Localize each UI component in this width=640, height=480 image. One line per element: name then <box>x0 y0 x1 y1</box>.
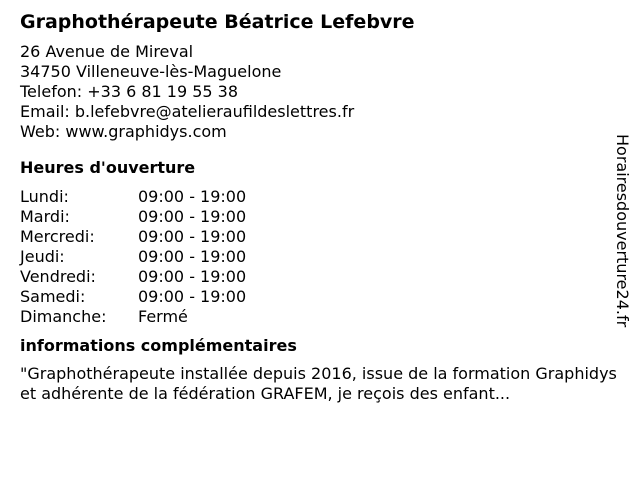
time-value: 09:00 - 19:00 <box>138 247 247 266</box>
hours-row-tuesday <box>20 207 246 227</box>
day-label: Samedi: <box>20 287 86 306</box>
hours-row-saturday <box>20 287 246 307</box>
hours-table <box>20 187 246 327</box>
hours-row-monday <box>20 187 246 207</box>
info-heading: informations complémentaires <box>20 336 297 355</box>
hours-row-wednesday <box>20 227 246 247</box>
day-label: Mardi: <box>20 207 70 226</box>
info-description: "Graphothérapeute installée depuis 2016, issue de la formation Graphidys et adhérente de la fédération GRAFEM, je reçois des enfant... <box>20 364 617 403</box>
hours-row-sunday <box>20 307 246 327</box>
business-card <box>20 10 617 404</box>
hours-row-thursday <box>20 247 246 267</box>
hours-heading: Heures d'ouverture <box>20 158 196 177</box>
email-line: Email: b.lefebvre@atelieraufildeslettres.fr <box>20 102 355 121</box>
phone-line: Telefon: +33 6 81 19 55 38 <box>20 82 239 101</box>
address-street: 26 Avenue de Mireval <box>20 42 194 61</box>
day-label: Dimanche: <box>20 307 107 326</box>
address-city: 34750 Villeneuve-lès-Maguelone <box>20 62 282 81</box>
web-line: Web: www.graphidys.com <box>20 122 227 141</box>
day-label: Lundi: <box>20 187 69 206</box>
time-value: 09:00 - 19:00 <box>138 227 247 246</box>
site-watermark: Horairesdouverture24.fr <box>613 134 632 328</box>
address-block <box>20 42 610 142</box>
hours-row-friday <box>20 267 246 287</box>
time-value: 09:00 - 19:00 <box>138 267 247 286</box>
day-label: Vendredi: <box>20 267 96 286</box>
time-value: 09:00 - 19:00 <box>138 287 247 306</box>
time-value: Fermé <box>138 307 188 326</box>
day-label: Mercredi: <box>20 227 95 246</box>
time-value: 09:00 - 19:00 <box>138 187 247 206</box>
business-title: Graphothérapeute Béatrice Lefebvre <box>20 11 415 33</box>
day-label: Jeudi: <box>20 247 65 266</box>
time-value: 09:00 - 19:00 <box>138 207 247 226</box>
